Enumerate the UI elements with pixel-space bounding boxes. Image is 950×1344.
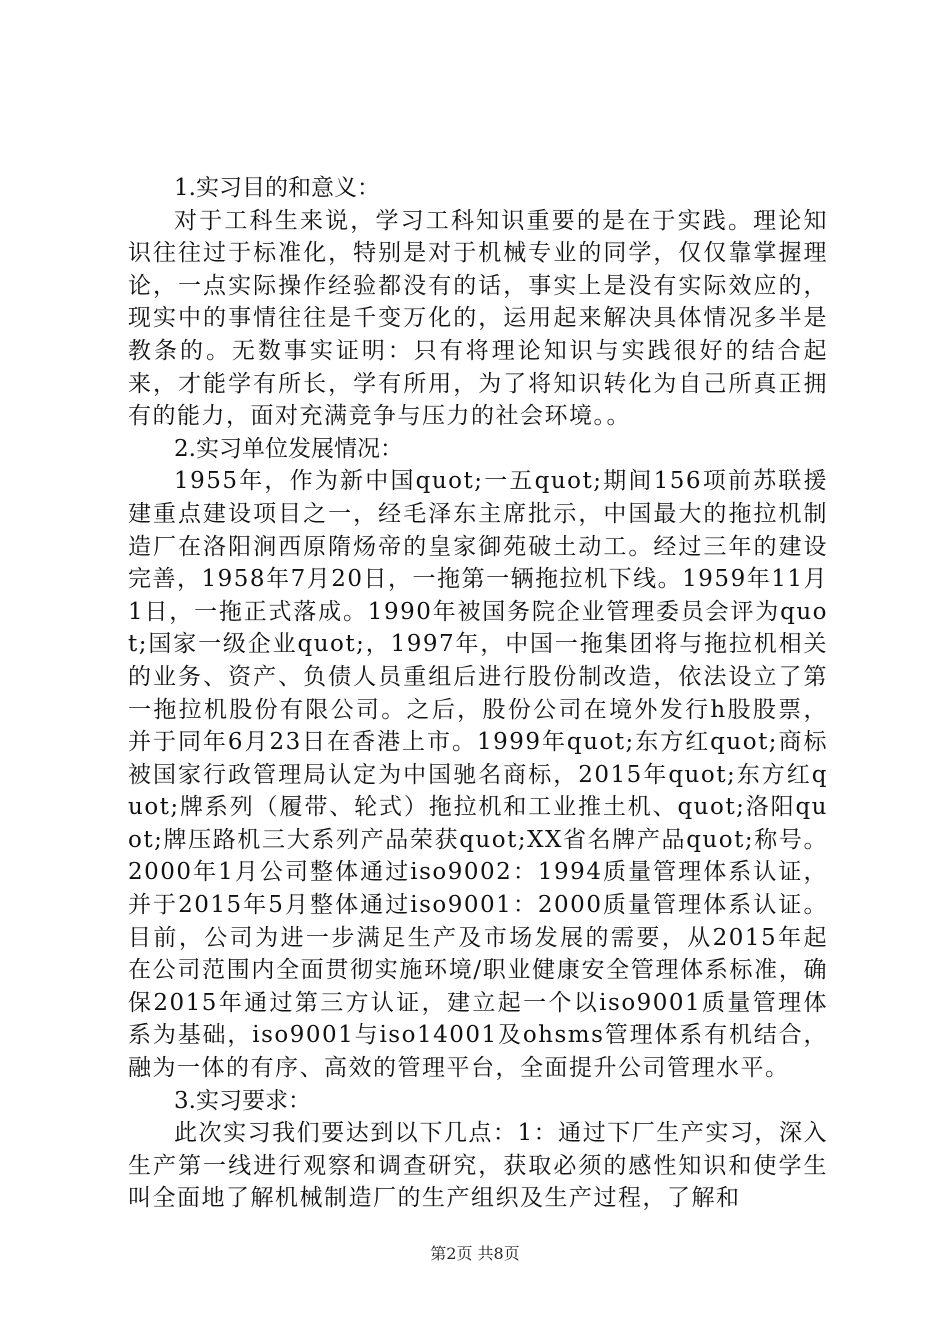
section-paragraph-purpose: 对于工科生来说，学习工科知识重要的是在于实践。理论知识往往过于标准化，特别是对于机械专业的同学，仅仅靠掌握理论，一点实际操作经验都没有的话，事实上是没有实际效应的，现实中的事情往往是千变万化的，运用起来解决具体情况多半是教条的。无数事实证明：只有将理论知识与实践很好的结合起来，才能学有所长，学有所用，为了将知识转化为自己所真正拥有的能力，面对充满竞争与压力的社会环境。。 [128,207,828,430]
document-body [128,172,828,1215]
section-heading-company: 2.实习单位发展情况： [174,435,403,462]
section-heading-requirements: 3.实习要求： [174,1087,311,1114]
section-paragraph-company: 1955年，作为新中国quot;一五quot;期间156项前苏联援建重点建设项目之一，经毛泽东主席批示，中国最大的拖拉机制造厂在洛阳涧西原隋炀帝的皇家御苑破土动工。经过三年的建设完善，1958年7月20日，一拖第一辆拖拉机下线。1959年11月1日，一拖正式落成。1990年被国务院企业管理委员会评为quot;国家一级企业quot;，1997年，中国一拖集团将与拖拉机相关的业务、资产、负债人员重组后进行股份制改造，依法设立了第一拖拉机股份有限公司。之后，股份公司在境外发行h股股票，并于同年6月23日在香港上市。1999年quot;东方红quot;商标被国家行政管理局认定为中国驰名商标，2015年quot;东方红quot;牌系列（履带、轮式）拖拉机和工业推土机、quot;洛阳quot;牌压路机三大系列产品荣获quot;XX省名牌产品quot;称号。2000年1月公司整体通过iso9002：1994质量管理体系认证，并于2015年5月整体通过iso9001：2000质量管理体系认证。目前，公司为进一步满足生产及市场发展的需要，从2015年起在公司范围内全面贯彻实施环境/职业健康安全管理体系标准，确保2015年通过第三方认证，建立起一个以iso9001质量管理体系为基础，iso9001与iso14001及ohsms管理体系有机结合，融为一体的有序、高效的管理平台，全面提升公司管理水平。 [128,468,828,1082]
section-paragraph-requirements: 此次实习我们要达到以下几点：1：通过下厂生产实习，深入生产第一线进行观察和调查研究，获取必须的感性知识和使学生叫全面地了解机械制造厂的生产组织及生产过程，了解和 [128,1120,828,1212]
page-number-footer: 第2页 共8页 [430,1244,520,1263]
section-heading-purpose: 1.实习目的和意义： [174,175,380,201]
